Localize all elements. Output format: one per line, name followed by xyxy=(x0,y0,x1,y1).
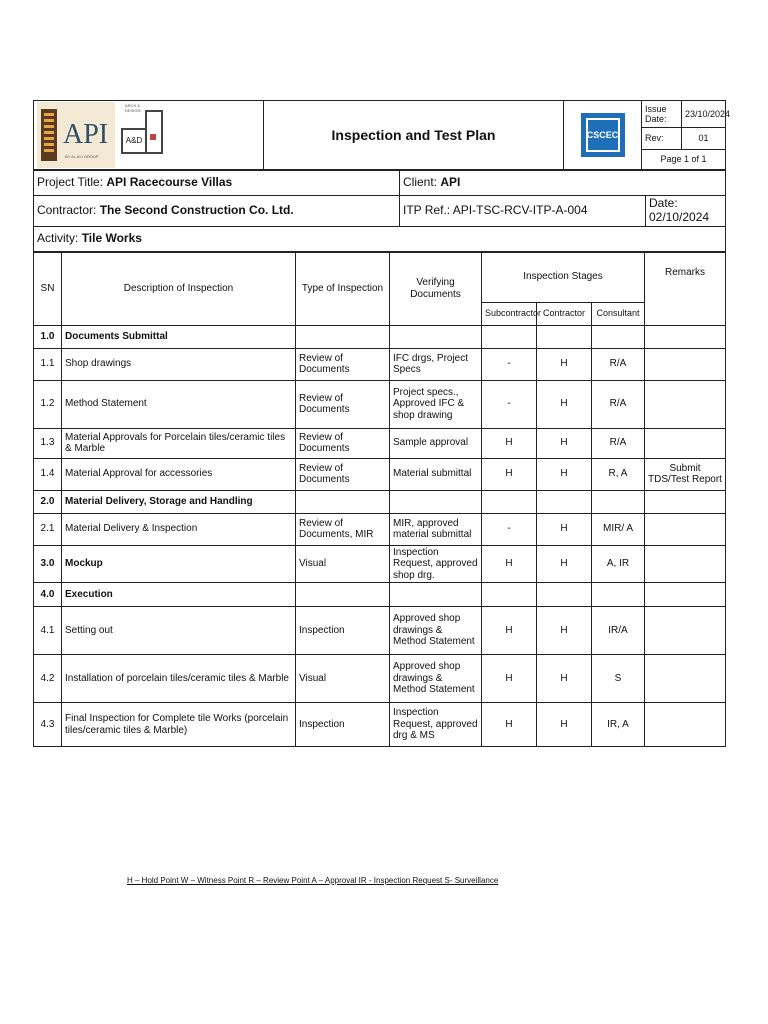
cell-cons xyxy=(592,583,645,607)
project-info xyxy=(33,170,726,252)
cell-sub: H xyxy=(482,655,537,703)
cell-desc: Shop drawings xyxy=(62,348,296,380)
cell-con: H xyxy=(537,348,592,380)
table-row xyxy=(34,348,726,380)
table-row xyxy=(34,458,726,490)
cell-con xyxy=(537,490,592,513)
cell-docs: Inspection Request, approved shop drg. xyxy=(390,545,482,583)
cell-docs: MIR, approved material submittal xyxy=(390,513,482,545)
issue-date-value: 23/10/2024 xyxy=(682,101,726,128)
cell-con: H xyxy=(537,458,592,490)
doc-date: Date: 02/10/2024 xyxy=(646,196,726,227)
cell-cons: R/A xyxy=(592,348,645,380)
cscec-logo-cell xyxy=(564,101,642,170)
activity: Activity: Tile Works xyxy=(34,226,726,251)
cell-con: H xyxy=(537,513,592,545)
cell-rem xyxy=(645,513,726,545)
cell-sn: 1.1 xyxy=(34,348,62,380)
cell-sn: 1.2 xyxy=(34,380,62,428)
cell-sn: 1.0 xyxy=(34,325,62,348)
cell-con: H xyxy=(537,655,592,703)
cell-docs: Sample approval xyxy=(390,428,482,458)
cell-con xyxy=(537,325,592,348)
cell-cons: S xyxy=(592,655,645,703)
cell-sn: 1.3 xyxy=(34,428,62,458)
table-row xyxy=(34,545,726,583)
cell-docs xyxy=(390,583,482,607)
itp-ref: ITP Ref.: API-TSC-RCV-ITP-A-004 xyxy=(400,196,646,227)
cell-sub: - xyxy=(482,348,537,380)
legend: H – Hold Point W – Witness Point R – Review Point A – Approval IR - Inspection Request S- Surveillance xyxy=(127,876,499,885)
cell-docs xyxy=(390,325,482,348)
cell-type: Inspection xyxy=(296,607,390,655)
cell-type xyxy=(296,583,390,607)
cell-cons: R/A xyxy=(592,428,645,458)
cell-sn: 4.1 xyxy=(34,607,62,655)
cell-sub: H xyxy=(482,545,537,583)
cell-type xyxy=(296,490,390,513)
cell-cons: R/A xyxy=(592,380,645,428)
contractor: Contractor: The Second Construction Co. Ltd. xyxy=(34,196,400,227)
rev-label: Rev: xyxy=(642,127,682,149)
cell-desc: Installation of porcelain tiles/ceramic tiles & Marble xyxy=(62,655,296,703)
cell-desc: Documents Submittal xyxy=(62,325,296,348)
cell-desc: Material Approvals for Porcelain tiles/ceramic tiles & Marble xyxy=(62,428,296,458)
cell-desc: Method Statement xyxy=(62,380,296,428)
col-stages: Inspection Stages xyxy=(482,252,645,302)
cell-rem xyxy=(645,703,726,747)
table-row xyxy=(34,490,726,513)
cell-sn: 1.4 xyxy=(34,458,62,490)
ad-logo: ARCH & DESIGN A&D xyxy=(119,104,167,166)
cell-type: Review of Documents xyxy=(296,458,390,490)
cell-sn: 4.3 xyxy=(34,703,62,747)
cell-docs: Material submittal xyxy=(390,458,482,490)
api-logo: API BY AL ALI GROUP xyxy=(37,102,115,168)
cell-docs: Approved shop drawings & Method Statement xyxy=(390,607,482,655)
cell-desc: Material Delivery, Storage and Handling xyxy=(62,490,296,513)
cell-con: H xyxy=(537,545,592,583)
cell-type: Review of Documents xyxy=(296,348,390,380)
cell-type: Visual xyxy=(296,545,390,583)
cell-cons: A, IR xyxy=(592,545,645,583)
rev-value: 01 xyxy=(682,127,726,149)
project-title: Project Title: API Racecourse Villas xyxy=(34,171,400,196)
col-consultant: Consultant xyxy=(592,302,645,325)
cell-docs xyxy=(390,490,482,513)
cell-rem xyxy=(645,545,726,583)
issue-date-label: Issue Date: xyxy=(642,101,682,128)
cell-sub: - xyxy=(482,380,537,428)
cell-docs: Inspection Request, approved drg & MS xyxy=(390,703,482,747)
col-type: Type of Inspection xyxy=(296,252,390,325)
cell-sub xyxy=(482,490,537,513)
cell-desc: Execution xyxy=(62,583,296,607)
cell-rem xyxy=(645,380,726,428)
cell-rem xyxy=(645,607,726,655)
col-remarks: Remarks xyxy=(645,252,726,325)
cell-cons: IR, A xyxy=(592,703,645,747)
page-number: Page 1 of 1 xyxy=(642,149,726,169)
table-row xyxy=(34,513,726,545)
col-subcontractor: Subcontractor xyxy=(482,302,537,325)
cell-con: H xyxy=(537,428,592,458)
cell-sn: 3.0 xyxy=(34,545,62,583)
cell-cons xyxy=(592,490,645,513)
cell-cons: IR/A xyxy=(592,607,645,655)
cell-type: Review of Documents xyxy=(296,380,390,428)
cell-desc: Mockup xyxy=(62,545,296,583)
cell-desc: Final Inspection for Complete tile Works (porcelain tiles/ceramic tiles & Marble) xyxy=(62,703,296,747)
cell-desc: Setting out xyxy=(62,607,296,655)
table-row xyxy=(34,380,726,428)
cell-sub: H xyxy=(482,703,537,747)
cell-con: H xyxy=(537,380,592,428)
cell-sub: H xyxy=(482,607,537,655)
table-row xyxy=(34,655,726,703)
col-description: Description of Inspection xyxy=(62,252,296,325)
cell-type: Review of Documents xyxy=(296,428,390,458)
cell-docs: IFC drgs, Project Specs xyxy=(390,348,482,380)
table-row xyxy=(34,583,726,607)
inspection-table xyxy=(33,252,726,748)
cell-type: Inspection xyxy=(296,703,390,747)
table-row xyxy=(34,325,726,348)
cell-type: Visual xyxy=(296,655,390,703)
cell-cons: R, A xyxy=(592,458,645,490)
cell-sn: 4.2 xyxy=(34,655,62,703)
cscec-logo: CSCEC xyxy=(581,113,625,157)
cell-docs: Project specs., Approved IFC & shop drawing xyxy=(390,380,482,428)
cell-sub xyxy=(482,325,537,348)
cell-sn: 2.1 xyxy=(34,513,62,545)
cell-sub: - xyxy=(482,513,537,545)
cell-desc: Material Delivery & Inspection xyxy=(62,513,296,545)
cell-cons xyxy=(592,325,645,348)
cell-con xyxy=(537,583,592,607)
cell-cons: MIR/ A xyxy=(592,513,645,545)
cell-rem: Submit TDS/Test Report xyxy=(645,458,726,490)
cell-rem xyxy=(645,428,726,458)
cell-type xyxy=(296,325,390,348)
page-title: Inspection and Test Plan xyxy=(264,101,564,170)
cell-desc: Material Approval for accessories xyxy=(62,458,296,490)
col-contractor: Contractor xyxy=(537,302,592,325)
cell-con: H xyxy=(537,607,592,655)
cell-sn: 4.0 xyxy=(34,583,62,607)
cell-con: H xyxy=(537,703,592,747)
table-row xyxy=(34,607,726,655)
col-verifying: Verifying Documents xyxy=(390,252,482,325)
table-row xyxy=(34,428,726,458)
itp-sheet xyxy=(33,100,731,747)
cell-sub: H xyxy=(482,458,537,490)
col-sn: SN xyxy=(34,252,62,325)
header-table xyxy=(33,100,731,170)
cell-rem xyxy=(645,490,726,513)
cell-rem xyxy=(645,655,726,703)
cell-type: Review of Documents, MIR xyxy=(296,513,390,545)
cell-rem xyxy=(645,325,726,348)
cell-sub xyxy=(482,583,537,607)
table-row xyxy=(34,703,726,747)
logo-cell xyxy=(34,101,264,170)
cell-sub: H xyxy=(482,428,537,458)
cell-sn: 2.0 xyxy=(34,490,62,513)
client: Client: API xyxy=(400,171,726,196)
cell-rem xyxy=(645,583,726,607)
cell-docs: Approved shop drawings & Method Statement xyxy=(390,655,482,703)
cell-rem xyxy=(645,348,726,380)
